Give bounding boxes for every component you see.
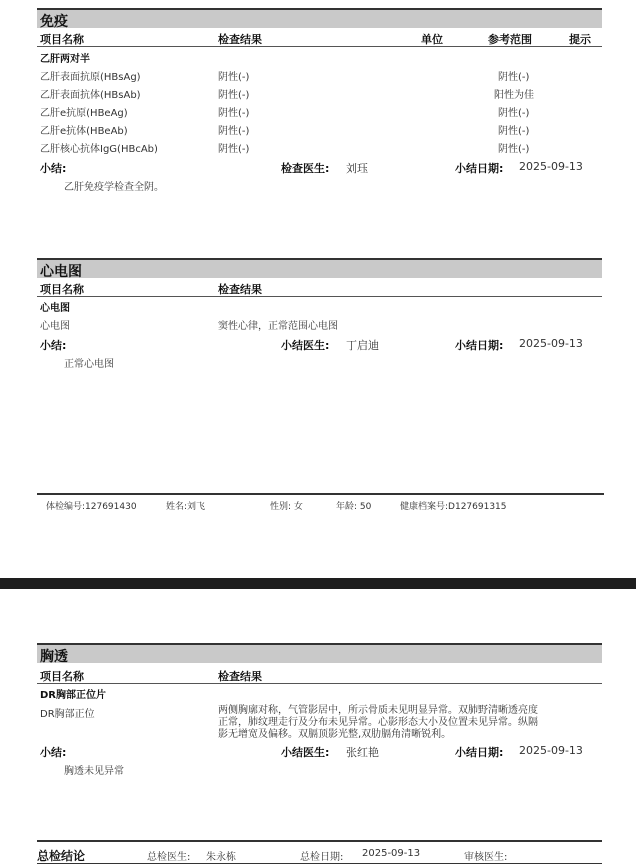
ecg-item-result: 窦性心律，正常范围心电图: [218, 321, 338, 332]
immunity-header-rule: [37, 46, 602, 47]
ecg-date-label: 小结日期:: [455, 339, 504, 352]
conclusion-top-rule: [37, 840, 602, 842]
immunity-summary-label: 小结:: [40, 162, 67, 175]
col-header-name: 项目名称: [40, 670, 84, 683]
chest-result-line: 两侧胸廓对称，气管影居中，所示骨质未见明显异常。双肺野清晰透亮度: [218, 705, 538, 716]
col-header-name: 项目名称: [40, 283, 84, 296]
conclusion-title: 总检结论: [37, 849, 86, 863]
immunity-doctor-label: 检查医生:: [281, 162, 330, 175]
conclusion-date-value: 2025-09-13: [362, 848, 421, 859]
col-header-result: 检查结果: [218, 283, 262, 296]
footer-exam-number: 体检编号:127691430: [46, 502, 137, 512]
col-header-tip: 提示: [569, 33, 591, 46]
chest-doctor-name: 张红艳: [346, 746, 379, 759]
ecg-doctor-name: 丁启迪: [346, 339, 379, 352]
ecg-section-bar: [37, 258, 602, 278]
col-header-ref: 参考范围: [488, 33, 532, 46]
chest-header-rule: [37, 683, 602, 684]
conclusion-chief-name: 朱永栋: [206, 852, 236, 863]
footer-patient-name: 姓名:刘飞: [166, 502, 206, 512]
col-header-name: 项目名称: [40, 33, 84, 46]
immunity-doctor-name: 刘珏: [346, 162, 368, 175]
immunity-section-title: 免疫: [40, 14, 68, 30]
immunity-item-ref: 阴性(-): [498, 126, 530, 137]
chest-group-label: DR胸部正位片: [40, 690, 107, 701]
ecg-summary-label: 小结:: [40, 339, 67, 352]
immunity-date-label: 小结日期:: [455, 162, 504, 175]
footer-age: 年龄: 50: [336, 502, 372, 512]
chest-summary-label: 小结:: [40, 746, 67, 759]
chest-doctor-label: 小结医生:: [281, 746, 330, 759]
immunity-item-name: 乙肝核心抗体IgG(HBcAb): [40, 144, 158, 155]
conclusion-bottom-rule: [37, 863, 602, 864]
ecg-header-rule: [37, 296, 602, 297]
conclusion-chief-label: 总检医生:: [147, 852, 191, 863]
immunity-item-ref: 阴性(-): [498, 108, 530, 119]
immunity-item-result: 阴性(-): [218, 126, 250, 137]
immunity-date-value: 2025-09-13: [519, 160, 583, 173]
conclusion-reviewer-label: 审核医生:: [464, 852, 508, 863]
ecg-summary-text: 正常心电图: [64, 359, 114, 370]
col-header-result: 检查结果: [218, 670, 262, 683]
immunity-item-name: 乙肝e抗原(HBeAg): [40, 108, 128, 119]
immunity-item-result: 阴性(-): [218, 108, 250, 119]
chest-result-line: 正常，肺纹理走行及分布未见异常。心影形态大小及位置未见异常。纵隔: [218, 717, 538, 728]
chest-item-name: DR胸部正位: [40, 709, 95, 720]
immunity-item-result: 阴性(-): [218, 144, 250, 155]
chest-section-bar: [37, 643, 602, 663]
footer-record-number: 健康档案号:D127691315: [400, 502, 507, 512]
chest-date-value: 2025-09-13: [519, 744, 583, 757]
conclusion-date-label: 总检日期:: [300, 852, 344, 863]
immunity-item-result: 阴性(-): [218, 90, 250, 101]
immunity-item-name: 乙肝e抗体(HBeAb): [40, 126, 128, 137]
footer-sex: 性别: 女: [270, 502, 303, 512]
immunity-item-ref: 阳性为佳: [494, 90, 534, 101]
chest-result-line: 影无增宽及偏移。双膈顶影光整,双肋膈角清晰锐利。: [218, 729, 452, 740]
ecg-date-value: 2025-09-13: [519, 337, 583, 350]
col-header-unit: 单位: [421, 33, 443, 46]
immunity-item-name: 乙肝表面抗原(HBsAg): [40, 72, 141, 83]
col-header-result: 检查结果: [218, 33, 262, 46]
immunity-section-bar: [37, 8, 602, 28]
ecg-section-title: 心电图: [40, 264, 82, 280]
ecg-group-label: 心电图: [40, 303, 70, 314]
ecg-item-name: 心电图: [40, 321, 70, 332]
immunity-group-label: 乙肝两对半: [40, 54, 90, 65]
footer-rule: [37, 493, 604, 495]
ecg-doctor-label: 小结医生:: [281, 339, 330, 352]
immunity-item-ref: 阴性(-): [498, 72, 530, 83]
immunity-item-ref: 阴性(-): [498, 144, 530, 155]
chest-section-title: 胸透: [40, 649, 68, 665]
chest-date-label: 小结日期:: [455, 746, 504, 759]
immunity-item-name: 乙肝表面抗体(HBsAb): [40, 90, 141, 101]
chest-summary-text: 胸透未见异常: [64, 766, 124, 777]
immunity-item-result: 阴性(-): [218, 72, 250, 83]
chest-item-result: [218, 705, 602, 741]
immunity-summary-text: 乙肝免疫学检查全阴。: [64, 182, 164, 193]
page-break-band: [0, 578, 636, 589]
